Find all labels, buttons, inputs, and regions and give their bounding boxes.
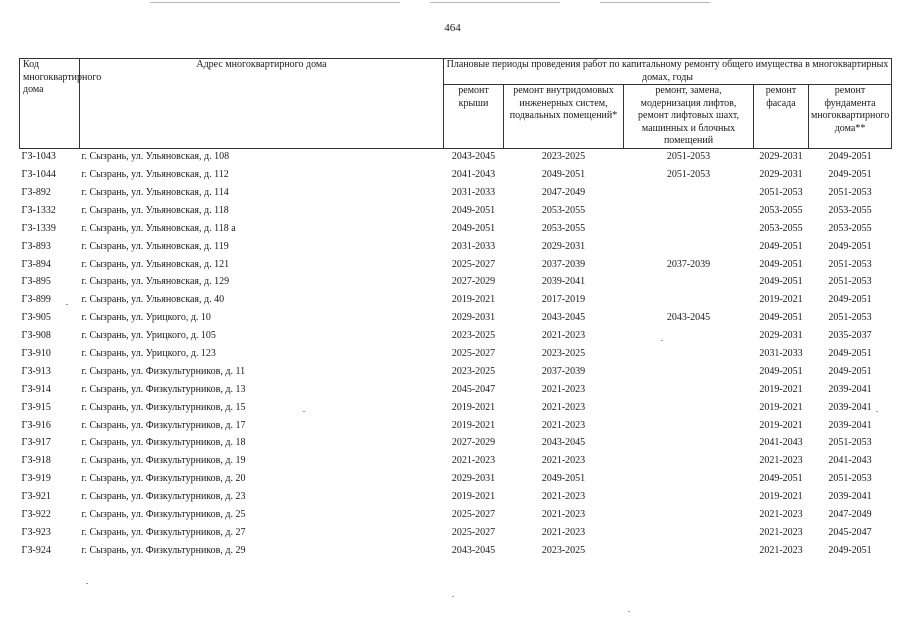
cell-code: ГЗ-1044 <box>21 169 56 181</box>
cell-code: ГЗ-892 <box>21 186 51 198</box>
cell-foundation: 2053-2055 <box>828 204 872 216</box>
cell-foundation: 2049-2051 <box>828 240 872 252</box>
cell-code: ГЗ-919 <box>21 473 51 485</box>
cell-roof: 2025-2027 <box>451 526 496 538</box>
cell-systems: 2021-2023 <box>541 401 586 413</box>
cell-systems: 2053-2055 <box>541 204 586 216</box>
cell-lifts <box>624 381 754 399</box>
cell-roof: 2027-2029 <box>451 276 496 288</box>
scan-top-edge-line <box>150 2 400 3</box>
cell-code: ГЗ-1043 <box>21 151 56 163</box>
cell-code: ГЗ-924 <box>21 544 51 556</box>
cell-roof: 2043-2045 <box>451 544 496 556</box>
cell-lifts: 2037-2039 <box>666 258 711 270</box>
cell-address: г. Сызрань, ул. Ульяновская, д. 118 а <box>81 222 236 234</box>
cell-roof: 2043-2045 <box>451 151 496 163</box>
cell-code: ГЗ-915 <box>21 401 51 413</box>
scan-speck <box>303 411 305 412</box>
table-row <box>20 453 892 471</box>
cell-systems: 2047-2049 <box>541 186 586 198</box>
cell-lifts: 2051-2053 <box>666 169 711 181</box>
cell-lifts <box>624 184 754 202</box>
cell-lifts <box>624 435 754 453</box>
table-row <box>20 471 892 489</box>
header-lifts: ремонт, замена, модернизация лифтов, ремонт лифтовых шахт, машинных и блочных помещений <box>624 85 754 149</box>
cell-systems: 2021-2023 <box>541 330 586 342</box>
cell-code: ГЗ-923 <box>21 526 51 538</box>
table-row <box>20 220 892 238</box>
cell-code: ГЗ-917 <box>21 437 51 449</box>
cell-roof: 2019-2021 <box>451 294 496 306</box>
cell-address: г. Сызрань, ул. Физкультурников, д. 15 <box>81 401 246 413</box>
cell-roof: 2045-2047 <box>451 383 496 395</box>
cell-foundation: 2049-2051 <box>828 365 872 377</box>
cell-code: ГЗ-908 <box>21 330 51 342</box>
cell-code: ГЗ-913 <box>21 365 51 377</box>
cell-code: ГЗ-1332 <box>21 204 56 216</box>
cell-address: г. Сызрань, ул. Ульяновская, д. 121 <box>81 258 230 270</box>
cell-facade: 2053-2055 <box>759 222 803 234</box>
cell-foundation: 2053-2055 <box>828 222 872 234</box>
cell-lifts <box>624 399 754 417</box>
scan-speck <box>628 611 630 612</box>
table-row <box>20 310 892 328</box>
table-row <box>20 327 892 345</box>
cell-code: ГЗ-922 <box>21 509 51 520</box>
header-roof: ремонт крыши <box>444 85 504 149</box>
header-facade: ремонт фасада <box>754 85 809 149</box>
cell-facade: 2021-2023 <box>759 544 803 556</box>
table-row <box>20 399 892 417</box>
cell-facade: 2019-2021 <box>759 491 803 503</box>
cell-roof: 2049-2051 <box>451 204 496 216</box>
cell-roof: 2031-2033 <box>451 240 496 252</box>
table-row <box>20 184 892 202</box>
cell-systems: 2021-2023 <box>541 509 586 520</box>
table-row <box>20 417 892 435</box>
scan-speck <box>876 411 878 412</box>
cell-roof: 2031-2033 <box>451 186 496 198</box>
cell-lifts <box>624 453 754 471</box>
cell-facade: 2049-2051 <box>759 365 803 377</box>
cell-roof: 2025-2027 <box>451 258 496 270</box>
scan-speck <box>66 304 68 305</box>
cell-systems: 2021-2023 <box>541 526 586 538</box>
header-foundation: ремонт фундамента многоквартирного дома** <box>809 85 892 149</box>
cell-systems: 2021-2023 <box>541 383 586 395</box>
cell-roof: 2041-2043 <box>451 169 496 181</box>
cell-foundation: 2039-2041 <box>828 383 872 395</box>
cell-address: г. Сызрань, ул. Ульяновская, д. 40 <box>81 294 225 306</box>
cell-facade: 2051-2053 <box>759 186 803 198</box>
cell-systems: 2037-2039 <box>541 258 586 270</box>
cell-facade: 2029-2031 <box>759 169 803 181</box>
cell-lifts: 2051-2053 <box>666 151 711 163</box>
cell-systems: 2043-2045 <box>541 312 586 324</box>
cell-systems: 2023-2025 <box>541 347 586 359</box>
cell-code: ГЗ-918 <box>21 455 51 467</box>
table-row <box>20 345 892 363</box>
cell-facade: 2021-2023 <box>759 509 803 520</box>
scan-top-edge-line <box>430 2 560 3</box>
cell-code: ГЗ-894 <box>21 258 51 270</box>
cell-systems: 2049-2051 <box>541 473 586 485</box>
cell-systems: 2029-2031 <box>541 240 586 252</box>
cell-lifts <box>624 238 754 256</box>
cell-foundation: 2049-2051 <box>828 169 872 181</box>
cell-address: г. Сызрань, ул. Физкультурников, д. 11 <box>81 365 246 377</box>
table-row <box>20 381 892 399</box>
cell-code: ГЗ-905 <box>21 312 51 324</box>
cell-facade: 2041-2043 <box>759 437 803 449</box>
cell-systems: 2049-2051 <box>541 169 586 181</box>
cell-facade: 2049-2051 <box>759 258 803 270</box>
cell-lifts <box>624 202 754 220</box>
cell-systems: 2021-2023 <box>541 419 586 431</box>
cell-code: ГЗ-910 <box>21 347 51 359</box>
cell-code: ГЗ-899 <box>21 294 51 306</box>
header-address: Адрес многоквартирного дома <box>80 59 444 149</box>
capital-repair-table <box>19 58 892 560</box>
cell-foundation: 2049-2051 <box>828 151 872 163</box>
cell-facade: 2053-2055 <box>759 204 803 216</box>
cell-address: г. Сызрань, ул. Урицкого, д. 123 <box>81 347 216 359</box>
table-row <box>20 506 892 524</box>
cell-lifts <box>624 524 754 542</box>
cell-systems: 2039-2041 <box>541 276 586 288</box>
cell-lifts <box>624 542 754 560</box>
cell-lifts <box>624 488 754 506</box>
cell-systems: 2023-2025 <box>541 151 586 163</box>
cell-facade: 2029-2031 <box>759 151 803 163</box>
cell-lifts <box>624 363 754 381</box>
cell-code: ГЗ-1339 <box>21 222 56 234</box>
cell-foundation: 2047-2049 <box>828 509 872 520</box>
cell-foundation: 2049-2051 <box>828 347 872 359</box>
cell-lifts <box>624 274 754 292</box>
cell-facade: 2021-2023 <box>759 526 803 538</box>
cell-roof: 2049-2051 <box>451 222 496 234</box>
cell-foundation: 2049-2051 <box>828 544 872 556</box>
cell-foundation: 2039-2041 <box>828 401 872 413</box>
scan-speck <box>452 596 454 597</box>
table-row <box>20 256 892 274</box>
cell-address: г. Сызрань, ул. Физкультурников, д. 25 <box>81 509 246 520</box>
cell-systems: 2037-2039 <box>541 365 586 377</box>
cell-roof: 2029-2031 <box>451 312 496 324</box>
cell-address: г. Сызрань, ул. Ульяновская, д. 119 <box>81 240 229 252</box>
cell-facade: 2049-2051 <box>759 312 803 324</box>
cell-facade: 2019-2021 <box>759 401 803 413</box>
cell-foundation: 2039-2041 <box>828 419 872 431</box>
cell-roof: 2023-2025 <box>451 330 496 342</box>
table-row <box>20 166 892 184</box>
table-row <box>20 292 892 310</box>
cell-facade: 2049-2051 <box>759 240 803 252</box>
cell-code: ГЗ-921 <box>21 491 51 503</box>
table-row <box>20 542 892 560</box>
cell-facade: 2029-2031 <box>759 330 803 342</box>
cell-facade: 2031-2033 <box>759 347 803 359</box>
scan-speck <box>86 583 88 584</box>
cell-address: г. Сызрань, ул. Физкультурников, д. 13 <box>81 383 246 395</box>
cell-lifts: 2043-2045 <box>666 312 711 324</box>
table-row <box>20 148 892 166</box>
cell-address: г. Сызрань, ул. Физкультурников, д. 19 <box>81 455 246 467</box>
cell-address: г. Сызрань, ул. Ульяновская, д. 118 <box>81 204 229 216</box>
cell-systems: 2023-2025 <box>541 544 586 556</box>
cell-facade: 2049-2051 <box>759 473 803 485</box>
cell-foundation: 2051-2053 <box>828 437 872 449</box>
cell-roof: 2019-2021 <box>451 401 496 413</box>
cell-lifts <box>624 345 754 363</box>
header-code: Код многоквартирного дома <box>20 59 80 149</box>
cell-code: ГЗ-916 <box>21 419 51 431</box>
cell-systems: 2053-2055 <box>541 222 586 234</box>
table-row <box>20 488 892 506</box>
table-row <box>20 363 892 381</box>
cell-address: г. Сызрань, ул. Урицкого, д. 10 <box>81 312 211 324</box>
cell-address: г. Сызрань, ул. Ульяновская, д. 114 <box>81 186 229 198</box>
table-row <box>20 238 892 256</box>
scan-top-edge-line <box>600 2 710 3</box>
cell-foundation: 2049-2051 <box>828 294 872 306</box>
cell-systems: 2021-2023 <box>541 491 586 503</box>
cell-systems: 2043-2045 <box>541 437 586 449</box>
cell-address: г. Сызрань, ул. Ульяновская, д. 129 <box>81 276 230 288</box>
header-systems: ремонт внутридомовых инженерных систем, подвальных помещений* <box>504 85 624 149</box>
cell-foundation: 2041-2043 <box>828 455 872 467</box>
cell-foundation: 2045-2047 <box>828 526 872 538</box>
table-body <box>20 148 892 560</box>
cell-lifts <box>624 471 754 489</box>
cell-lifts <box>624 327 754 345</box>
cell-foundation: 2035-2037 <box>828 330 872 342</box>
cell-roof: 2029-2031 <box>451 473 496 485</box>
cell-systems: 2021-2023 <box>541 455 586 467</box>
cell-address: г. Сызрань, ул. Физкультурников, д. 20 <box>81 473 246 485</box>
cell-address: г. Сызрань, ул. Физкультурников, д. 27 <box>81 526 246 538</box>
table-row <box>20 274 892 292</box>
cell-facade: 2019-2021 <box>759 294 803 306</box>
cell-foundation: 2039-2041 <box>828 491 872 503</box>
table-row <box>20 202 892 220</box>
cell-roof: 2025-2027 <box>451 347 496 359</box>
cell-roof: 2019-2021 <box>451 419 496 431</box>
cell-roof: 2023-2025 <box>451 365 496 377</box>
table-row <box>20 524 892 542</box>
cell-address: г. Сызрань, ул. Ульяновская, д. 112 <box>81 169 229 181</box>
cell-roof: 2025-2027 <box>451 509 496 520</box>
cell-address: г. Сызрань, ул. Физкультурников, д. 23 <box>81 491 246 503</box>
cell-address: г. Сызрань, ул. Ульяновская, д. 108 <box>81 151 230 163</box>
cell-lifts <box>624 506 754 524</box>
cell-facade: 2021-2023 <box>759 455 803 467</box>
cell-facade: 2049-2051 <box>759 276 803 288</box>
table-row <box>20 435 892 453</box>
cell-code: ГЗ-914 <box>21 383 51 395</box>
cell-foundation: 2051-2053 <box>828 276 872 288</box>
cell-roof: 2021-2023 <box>451 455 496 467</box>
cell-facade: 2019-2021 <box>759 383 803 395</box>
cell-roof: 2019-2021 <box>451 491 496 503</box>
cell-address: г. Сызрань, ул. Физкультурников, д. 29 <box>81 544 246 556</box>
cell-facade: 2019-2021 <box>759 419 803 431</box>
cell-foundation: 2051-2053 <box>828 312 872 324</box>
cell-foundation: 2051-2053 <box>828 473 872 485</box>
cell-lifts <box>624 220 754 238</box>
cell-lifts <box>624 292 754 310</box>
header-periods: Плановые периоды проведения работ по капитальному ремонту общего имущества в многоквартирных домах, годы <box>444 59 892 85</box>
cell-systems: 2017-2019 <box>541 294 586 306</box>
cell-foundation: 2051-2053 <box>828 186 872 198</box>
scan-speck <box>661 340 663 341</box>
header-row-top <box>20 59 892 85</box>
cell-address: г. Сызрань, ул. Физкультурников, д. 17 <box>81 419 246 431</box>
cell-foundation: 2051-2053 <box>828 258 872 270</box>
cell-code: ГЗ-893 <box>21 240 51 252</box>
cell-address: г. Сызрань, ул. Урицкого, д. 105 <box>81 330 216 342</box>
cell-roof: 2027-2029 <box>451 437 496 449</box>
page-number: 464 <box>444 22 461 34</box>
cell-lifts <box>624 417 754 435</box>
cell-code: ГЗ-895 <box>21 276 51 288</box>
cell-address: г. Сызрань, ул. Физкультурников, д. 18 <box>81 437 246 449</box>
